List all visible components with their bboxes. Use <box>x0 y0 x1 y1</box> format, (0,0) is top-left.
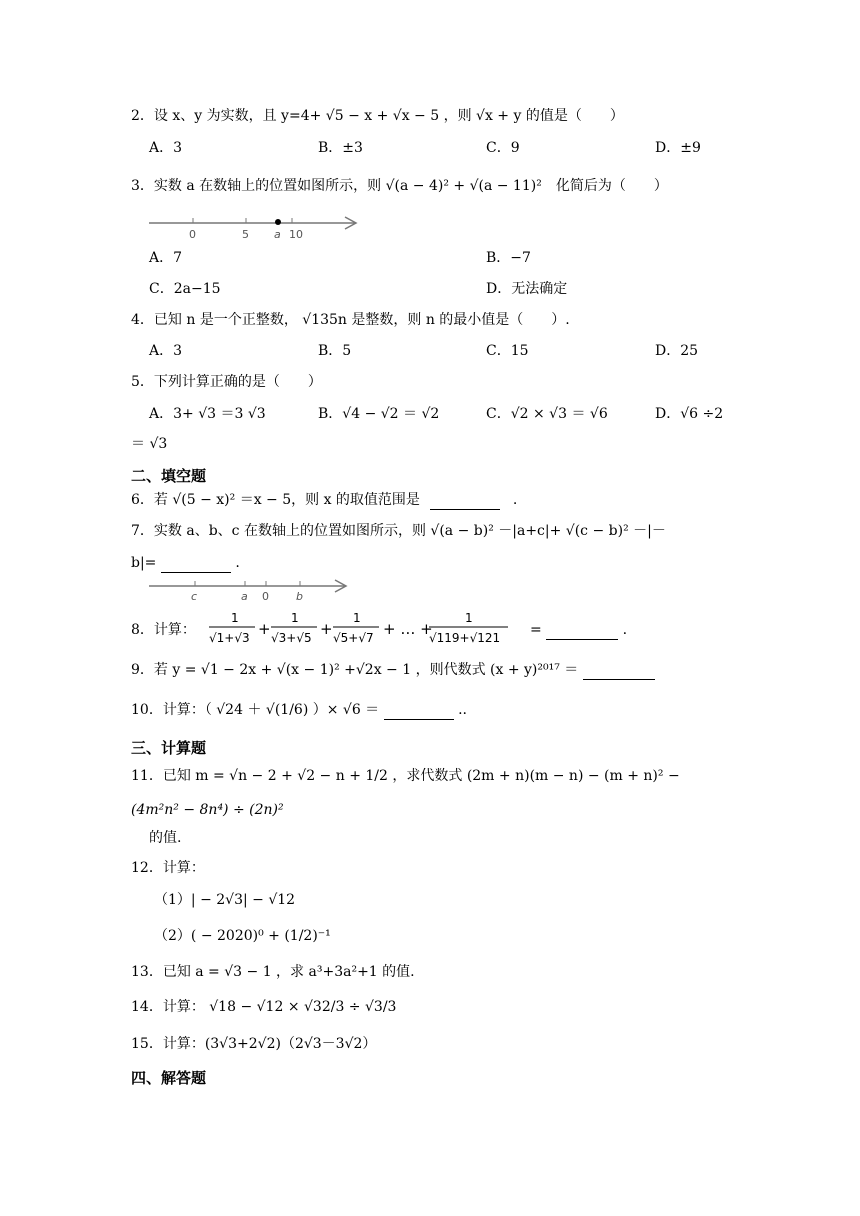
tick-5: 5 <box>242 228 249 241</box>
tick-a: a <box>241 590 248 603</box>
q8-answer-blank[interactable] <box>546 623 618 640</box>
svg-text:√3+√5: √3+√5 <box>271 631 312 645</box>
q8-equals: = <box>530 622 542 638</box>
question-11-line1: 11．已知 m = √n − 2 + √2 − n + 1/2 ，求代数式 (2m + n)(m − n) − (m + n)² − <box>131 768 680 784</box>
tick-0: 0 <box>262 590 269 603</box>
question-12-part2: （2）( − 2020)⁰ + (1/2)⁻¹ <box>154 928 331 944</box>
question-13-stem: 13．已知 a = √3 − 1 ，求 a³+3a²+1 的值. <box>131 964 415 980</box>
question-12-part1: （1）| − 2√3| − √12 <box>154 892 296 908</box>
question-14-stem: 14．计算： √18 − √12 × √32/3 ÷ √3/3 <box>131 999 397 1015</box>
q3-option-a: A．7 <box>149 250 183 266</box>
svg-text:1: 1 <box>291 611 299 625</box>
q9-text: 9．若 y = √1 − 2x + √(x − 1)² +√2x − 1 ，则代数式 (x + y)²⁰¹⁷ ＝ <box>131 662 579 678</box>
q2-option-a: A．3 <box>149 140 183 156</box>
tick-b: b <box>296 590 303 603</box>
svg-text:√1+√3: √1+√3 <box>209 631 250 645</box>
question-4-stem: 4．已知 n 是一个正整数， √135n 是整数，则 n 的最小值是（ ）. <box>131 312 570 328</box>
q5-option-d: D．√6 ÷2 <box>655 406 724 422</box>
section-4-heading: 四、解答题 <box>131 1069 207 1087</box>
q7-period: . <box>235 555 240 571</box>
q5-option-b: B．√4 − √2 ＝ √2 <box>318 406 440 422</box>
number-line-q7 <box>147 576 352 604</box>
svg-text:√5+√7: √5+√7 <box>333 631 374 645</box>
svg-text:1: 1 <box>353 611 361 625</box>
question-6-stem <box>131 490 517 510</box>
question-10-stem <box>131 700 467 720</box>
q4-option-c: C．15 <box>486 343 529 359</box>
q5-option-c: C．√2 × √3 ＝ √6 <box>486 406 608 422</box>
svg-text:+: + <box>258 620 271 638</box>
question-7-continued <box>131 553 240 573</box>
q8-answer <box>530 620 627 640</box>
q10-text: 10．计算：（ √24 ＋ √(1/6) ）× √6 ＝ <box>131 702 380 718</box>
tick-0: 0 <box>189 228 196 241</box>
question-12-stem: 12．计算： <box>131 860 205 876</box>
question-11-line3: 的值. <box>149 830 182 846</box>
svg-text:1: 1 <box>465 611 473 625</box>
question-5-stem: 5．下列计算正确的是（ ） <box>131 374 322 390</box>
question-2-stem: 2．设 x、y 为实数，且 y=4+ √5 − x + √x − 5 ，则 √x + y 的值是（ ） <box>131 108 624 124</box>
section-3-heading: 三、计算题 <box>131 739 207 757</box>
q2-option-b: B．±3 <box>318 140 363 156</box>
q4-option-b: B．5 <box>318 343 352 359</box>
number-line-q3 <box>147 210 362 242</box>
q3-option-c: C．2a−15 <box>149 281 221 297</box>
question-7-stem: 7．实数 a、b、c 在数轴上的位置如图所示，则 √(a − b)² －|a+c|+ √(c − b)² －|－ <box>131 523 666 539</box>
q8-period: . <box>622 622 628 638</box>
q10-answer-blank[interactable] <box>384 703 454 720</box>
question-8-prefix: 8．计算： <box>131 622 196 638</box>
svg-text:+ … +: + … + <box>383 620 433 638</box>
svg-text:√119+√121: √119+√121 <box>429 631 501 645</box>
question-15-stem: 15．计算：(3√3+2√2)（2√3－3√2） <box>131 1036 377 1052</box>
q3-option-d: D．无法确定 <box>486 281 568 297</box>
tick-10: 10 <box>289 228 303 241</box>
q3-option-b: B．−7 <box>486 250 531 266</box>
svg-text:+: + <box>320 620 333 638</box>
q2-option-d: D．±9 <box>655 140 701 156</box>
section-2-heading: 二、填空题 <box>131 467 207 485</box>
q6-period: . <box>512 492 518 508</box>
q7-answer-blank[interactable] <box>161 556 231 573</box>
tick-c: c <box>191 590 198 603</box>
question-11-line2: (4m²n² − 8n⁴) ÷ (2n)² <box>131 802 284 818</box>
q8-fraction-sum <box>203 608 518 650</box>
question-3-stem: 3．实数 a 在数轴上的位置如图所示，则 √(a − 4)² + √(a − 11)² 化简后为（ ） <box>131 178 668 194</box>
tick-a: a <box>274 228 281 241</box>
q5-option-a: A．3+ √3 ＝3 √3 <box>149 406 266 422</box>
q9-answer-blank[interactable] <box>583 663 655 680</box>
q6-answer-blank[interactable] <box>430 493 500 510</box>
q2-option-c: C．9 <box>486 140 520 156</box>
question-9-stem <box>131 660 655 680</box>
q4-option-d: D．25 <box>655 343 699 359</box>
q5-option-d-continued: ＝ √3 <box>131 436 168 452</box>
q4-option-a: A．3 <box>149 343 183 359</box>
q10-period: .. <box>458 702 467 718</box>
q7-cont-text: b|= <box>131 555 157 571</box>
svg-text:1: 1 <box>231 611 239 625</box>
q6-text: 6．若 √(5 − x)² ＝x − 5，则 x 的取值范围是 <box>131 492 420 508</box>
